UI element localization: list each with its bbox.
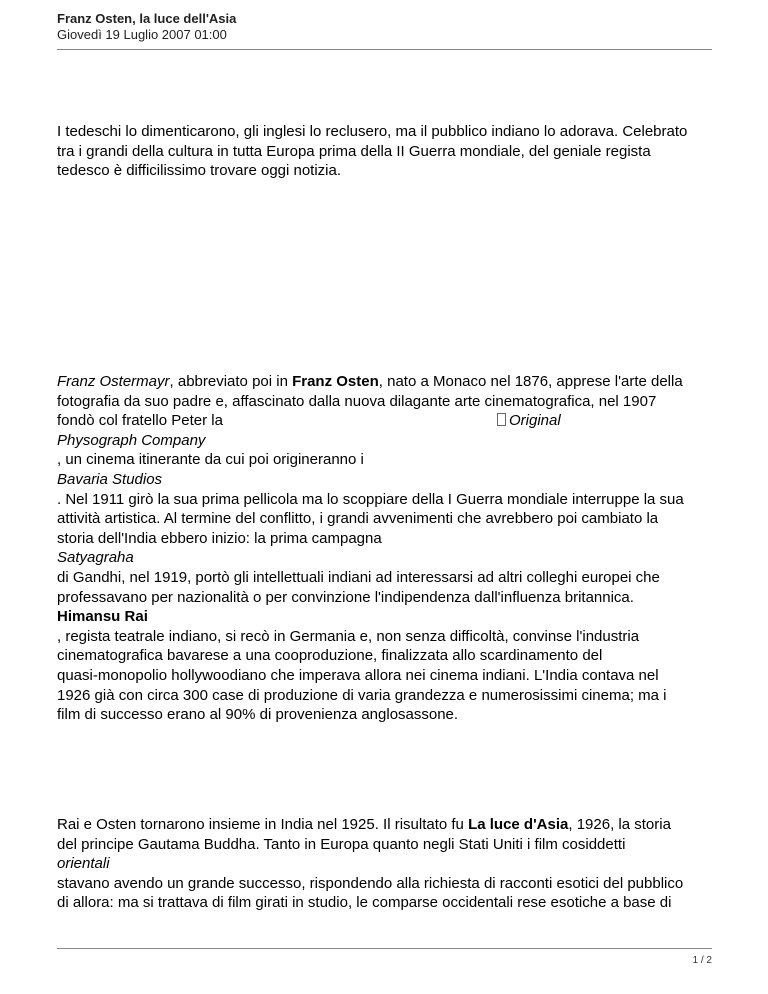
text-line <box>57 411 717 431</box>
text-line: , regista teatrale indiano, si recò in Germania e, non senza difficoltà, convinse l'industria <box>57 627 640 645</box>
text-line <box>57 470 717 490</box>
text-line: quasi-monopolio hollywoodiano che imperava allora nei cinema indiani. L'India contava nel <box>57 666 659 684</box>
text-line: film di successo erano al 90% di provenienza anglosassone. <box>57 706 459 724</box>
text-line: del principe Gautama Buddha. Tanto in Europa quanto negli Stati Uniti i film cosiddetti <box>57 835 626 853</box>
text-line <box>57 854 717 874</box>
text-line: stavano avendo un grande successo, rispondendo alla richiesta di racconti esotici del pubblico <box>57 874 684 892</box>
text-run: Rai e Osten tornarono insieme in India nel 1925. Il risultato fu <box>57 816 469 833</box>
text-line: professavano per nazionalità o per convinzione l'indipendenza dall'influenza britannica. <box>57 588 634 606</box>
text-run: Original <box>509 412 561 430</box>
text-line: di allora: ma si trattava di film girati in studio, le comparse occidentali rese esotiche a base di <box>57 894 672 912</box>
text-line <box>57 372 717 392</box>
text-run: fondò col fratello Peter la <box>57 412 223 430</box>
missing-glyph-icon <box>497 413 506 426</box>
text-line: fotografia da suo padre e, affascinato dalla nuova dilagante arte cinematografica, nel 1907 <box>57 392 657 410</box>
text-line: tedesco è difficilissimo trovare oggi notizia. <box>57 162 342 180</box>
text-run: , nato a Monaco nel 1876, apprese l'arte della <box>378 373 683 390</box>
studio-name: Bavaria Studios <box>57 470 163 488</box>
article-title: Franz Osten, la luce dell'Asia <box>57 11 237 26</box>
text-line: tra i grandi della cultura in tutta Europa prima della II Guerra mondiale, del geniale regista <box>57 142 651 160</box>
text-line <box>57 815 717 835</box>
text-line: di Gandhi, nel 1919, portò gli intellettuali indiani ad interessarsi ad altri colleghi europei che <box>57 568 660 586</box>
company-name: Physograph Company <box>57 431 206 449</box>
page-header <box>57 11 712 43</box>
genre-term: orientali <box>57 855 110 873</box>
paragraph-india-return <box>57 815 717 913</box>
name-osten: Franz Osten <box>292 373 379 390</box>
footer-divider <box>57 948 712 949</box>
text-line <box>57 548 717 568</box>
text-line <box>57 431 717 451</box>
film-title: La luce d'Asia <box>468 816 569 833</box>
text-run: , 1926, la storia <box>568 816 671 833</box>
name-ostermayr: Franz Ostermayr <box>57 373 170 390</box>
text-line: storia dell'India ebbero inizio: la prima campagna <box>57 529 382 547</box>
text-line: attività artistica. Al termine del conflitto, i grandi avvenimenti che avrebbero poi cambiato la <box>57 510 659 528</box>
text-run: , abbreviato poi in <box>169 373 293 390</box>
text-line: . Nel 1911 girò la sua prima pellicola ma lo scoppiare della I Guerra mondiale interruppe la sua <box>57 490 684 508</box>
article-date: Giovedì 19 Luglio 2007 01:00 <box>57 27 227 42</box>
text-line <box>57 607 717 627</box>
text-run-original <box>497 411 561 431</box>
paragraph-intro <box>57 122 717 181</box>
text-line: 1926 già con circa 300 case di produzione di varia grandezza e numerosissimi cinema; ma i <box>57 686 667 704</box>
page-number: 1 / 2 <box>692 955 712 966</box>
text-line: , un cinema itinerante da cui poi origineranno i <box>57 451 364 469</box>
text-line: I tedeschi lo dimenticarono, gli inglesi lo reclusero, ma il pubblico indiano lo adorava. Celebrato <box>57 123 688 140</box>
paragraph-biography <box>57 372 717 725</box>
header-divider <box>57 49 712 50</box>
campaign-name: Satyagraha <box>57 549 134 567</box>
text-line: cinematografica bavarese a una cooproduzione, finalizzata allo scardinamento del <box>57 647 603 665</box>
name-rai: Himansu Rai <box>57 608 148 626</box>
